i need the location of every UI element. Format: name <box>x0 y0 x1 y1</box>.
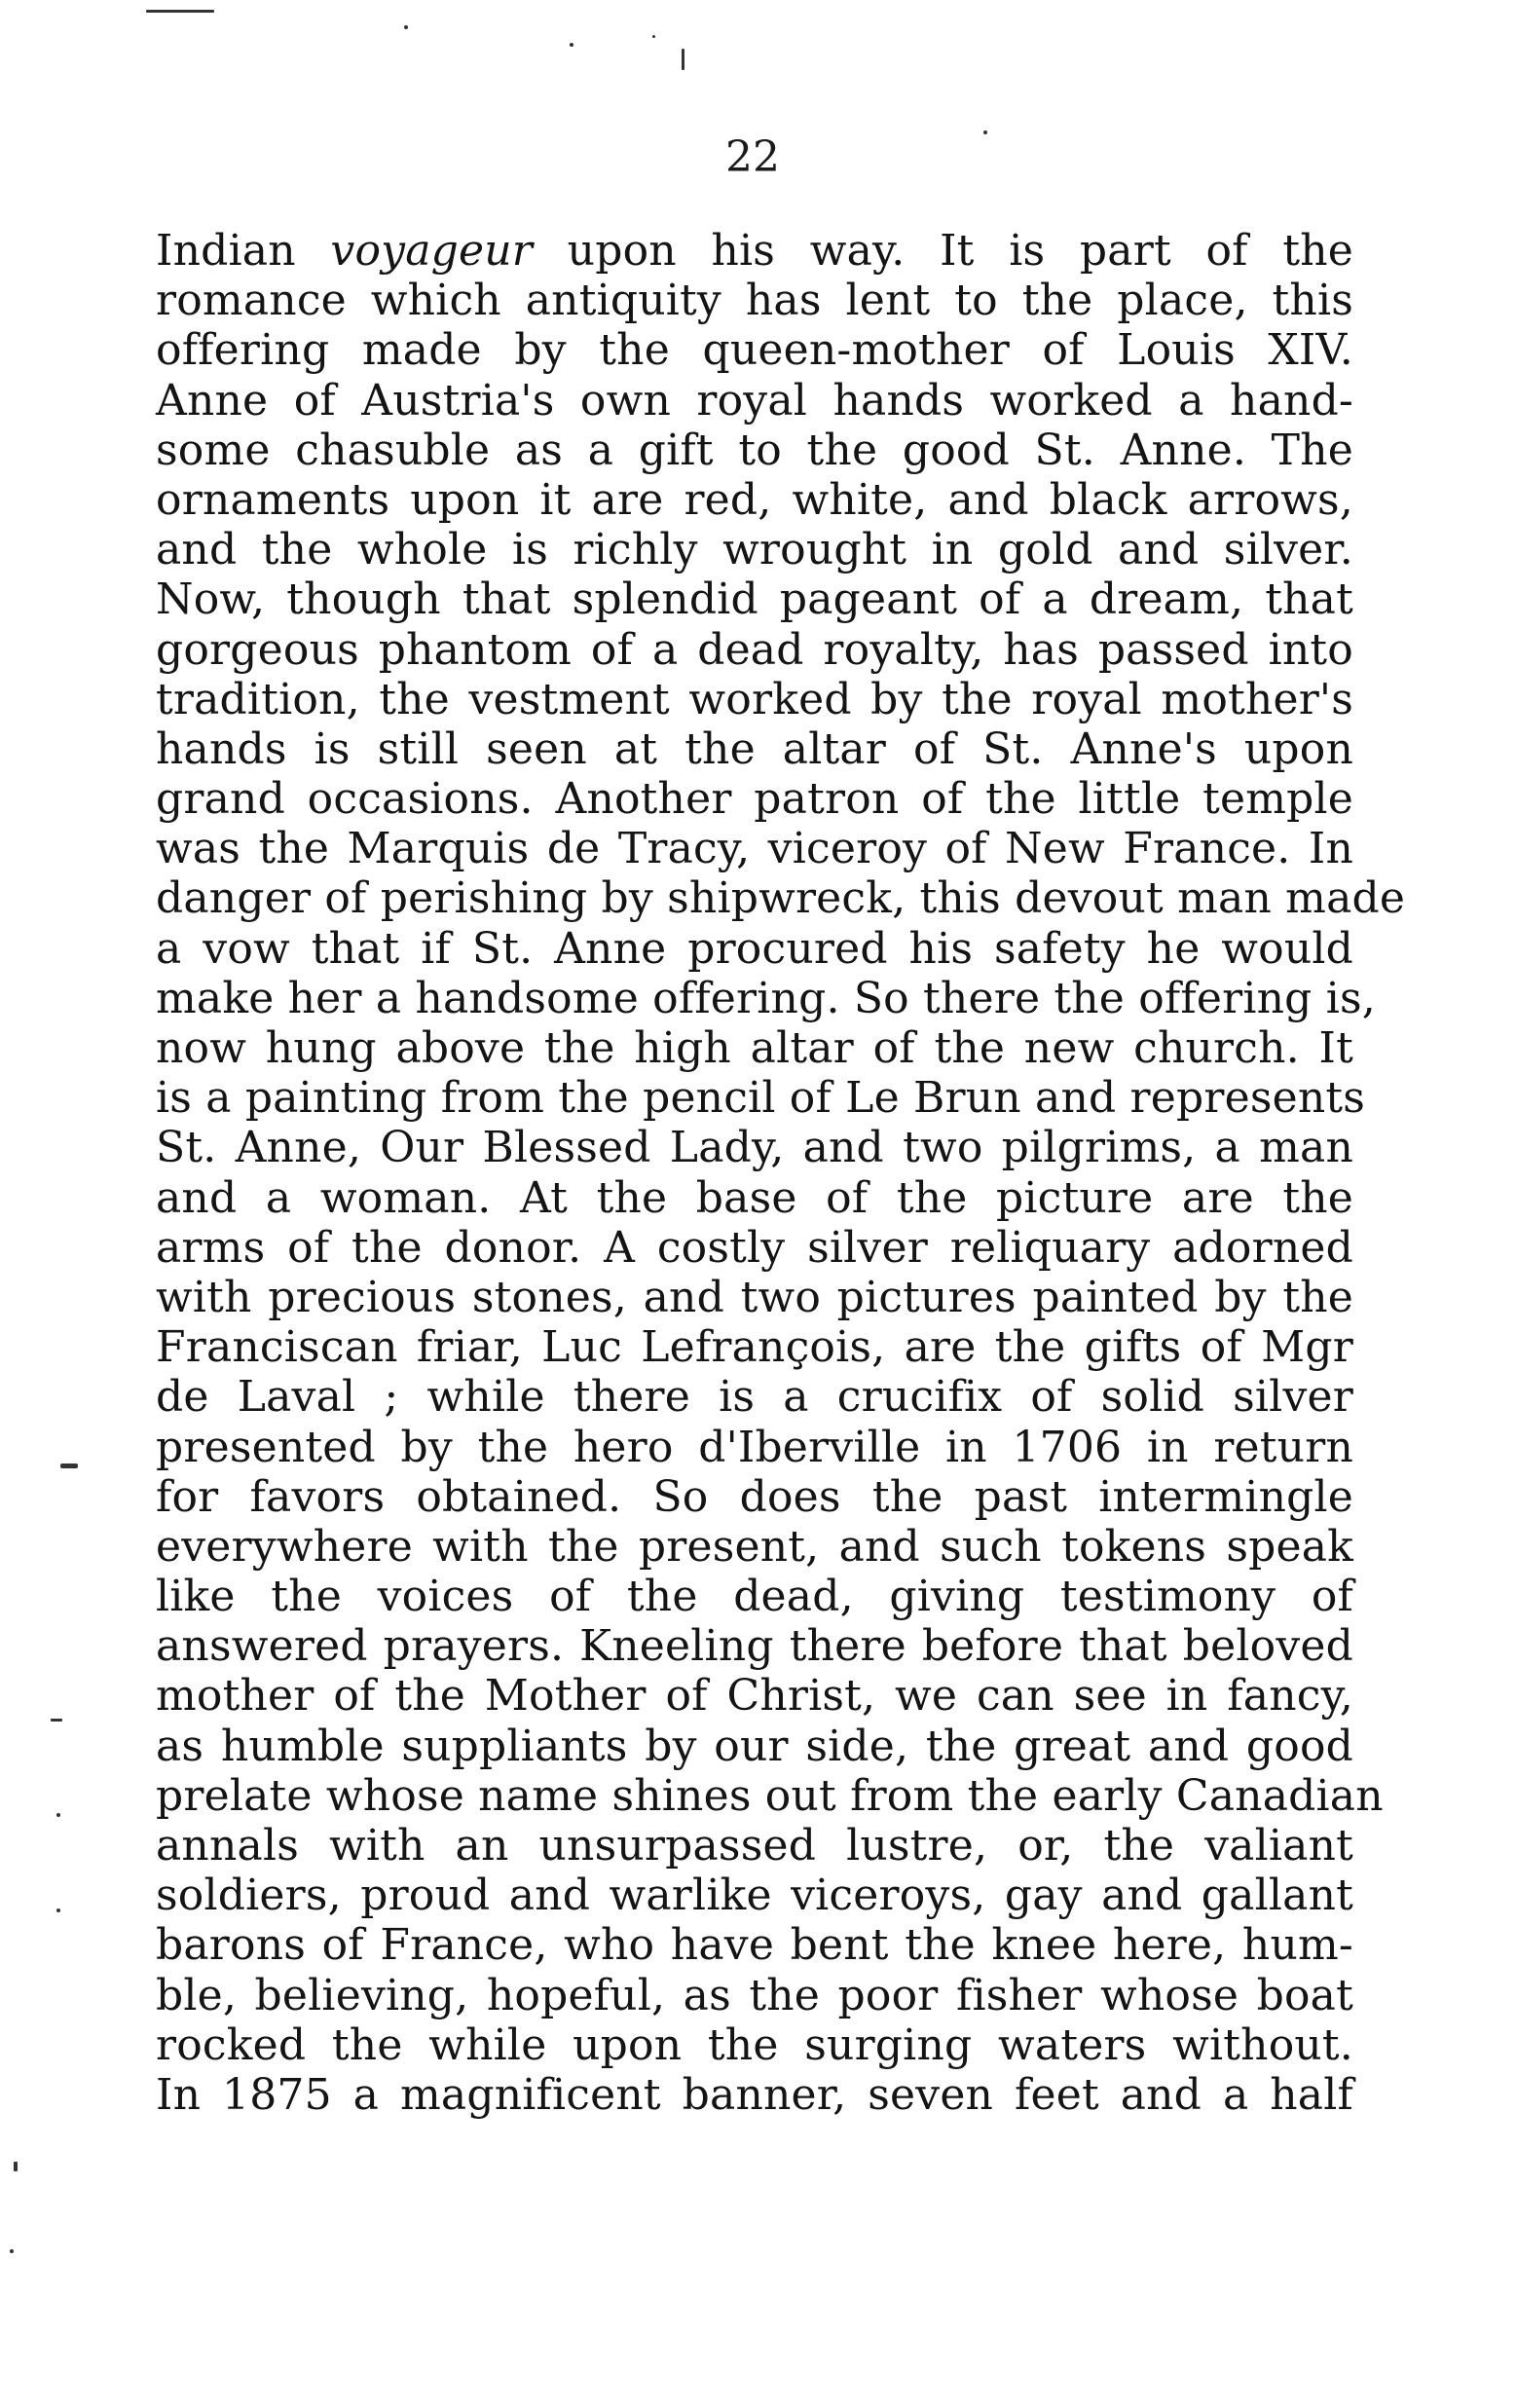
text-run: romance which antiquity has lent to the place, this <box>156 276 1353 326</box>
scan-speck <box>404 25 408 29</box>
text-run: and a woman. At the base of the picture are the <box>156 1172 1353 1223</box>
text-line <box>156 1821 1353 1871</box>
scan-speck <box>60 1463 78 1468</box>
text-run: hands is still seen at the altar of St. Anne's upon <box>156 723 1353 774</box>
text-run: barons of France, who have bent the knee here, hum- <box>156 1920 1353 1971</box>
scan-speck <box>570 43 573 47</box>
text-line <box>156 1671 1353 1721</box>
text-run: with precious stones, and two pictures painted by the <box>156 1272 1353 1322</box>
text-run: upon his way. It is part of the <box>533 226 1353 276</box>
text-line <box>156 1971 1353 2020</box>
text-line <box>156 1572 1353 1621</box>
text-run: In 1875 a magnificent banner, seven feet and a half <box>156 2069 1353 2120</box>
text-run: Indian <box>156 226 331 276</box>
text-line <box>156 1423 1353 1472</box>
scan-speck <box>146 10 214 13</box>
scan-speck <box>51 1719 62 1722</box>
text-run: like the voices of the dead, giving testimony of <box>156 1572 1353 1622</box>
text-line <box>156 2020 1353 2070</box>
text-run: everywhere with the present, and such tokens speak <box>156 1521 1353 1572</box>
text-run: St. Anne, Our Blessed Lady, and two pilgrims, a man <box>156 1123 1353 1173</box>
text-run: soldiers, proud and warlike viceroys, gay and gallant <box>156 1871 1353 1921</box>
text-line <box>156 1920 1353 1970</box>
text-line <box>156 1073 1366 1124</box>
text-line <box>156 724 1353 774</box>
text-line <box>156 1322 1353 1372</box>
text-line <box>156 1273 1353 1322</box>
scan-speck <box>56 1908 60 1912</box>
text-line <box>156 774 1353 824</box>
text-run: now hung above the high altar of the new church. It <box>156 1023 1353 1073</box>
text-run: tradition, the vestment worked by the royal mother's <box>156 674 1353 724</box>
scan-speck <box>10 2249 14 2253</box>
text-line <box>156 1770 1384 1821</box>
text-run: Franciscan friar, Luc Lefrançois, are the gifts of Mgr <box>156 1322 1353 1373</box>
scan-speck <box>652 35 655 38</box>
text-run: and the whole is richly wrought in gold and silver. <box>156 525 1353 575</box>
text-line <box>156 625 1353 675</box>
text-line <box>156 475 1353 525</box>
text-run: as humble suppliants by our side, the great and good <box>156 1721 1353 1771</box>
text-run: presented by the hero d'Iberville in 1706 in return <box>156 1422 1353 1472</box>
text-run: gorgeous phantom of a dead royalty, has passed into <box>156 624 1353 675</box>
text-run: Now, though that splendid pageant of a dream, that <box>156 574 1353 625</box>
page-number: 22 <box>725 132 780 182</box>
text-line <box>156 574 1353 624</box>
text-line <box>156 276 1353 325</box>
text-line <box>156 2070 1353 2120</box>
text-line <box>156 325 1353 375</box>
text-run: ble, believing, hopeful, as the poor fisher whose boat <box>156 1970 1353 2020</box>
italic-word: voyageur <box>330 226 534 276</box>
text-run: answered prayers. Kneeling there before that beloved <box>156 1621 1353 1672</box>
text-line <box>156 675 1353 724</box>
text-line <box>156 1372 1353 1422</box>
text-run: was the Marquis de Tracy, viceroy of New France. In <box>156 824 1353 874</box>
text-line <box>156 1621 1353 1671</box>
text-line <box>156 1522 1353 1572</box>
text-line <box>156 525 1353 574</box>
scan-speck <box>14 2162 18 2171</box>
text-line <box>156 924 1353 974</box>
scan-speck <box>56 1813 60 1817</box>
text-line <box>156 226 1353 276</box>
text-run: prelate whose name shines out from the early Canadian <box>156 1770 1384 1821</box>
text-run: ornaments upon it are red, white, and black arrows, <box>156 474 1353 525</box>
text-run: rocked the while upon the surging waters without. <box>156 2019 1353 2070</box>
text-run: for favors obtained. So does the past intermingle <box>156 1471 1353 1522</box>
text-run: is a painting from the pencil of Le Brun and represents <box>156 1073 1366 1124</box>
text-line <box>156 1173 1353 1223</box>
text-run: mother of the Mother of Christ, we can see in fancy, <box>156 1671 1353 1722</box>
scan-speck <box>983 130 987 134</box>
text-run: a vow that if St. Anne procured his safety he would <box>156 923 1353 974</box>
text-line <box>156 1223 1353 1273</box>
text-run: offering made by the queen-mother of Louis XIV. <box>156 325 1353 376</box>
text-line <box>156 1123 1353 1172</box>
text-line <box>156 1722 1353 1771</box>
text-line <box>156 426 1353 475</box>
text-line <box>156 824 1353 873</box>
text-line <box>156 873 1406 924</box>
text-line <box>156 1023 1353 1073</box>
text-run: annals with an unsurpassed lustre, or, the valiant <box>156 1821 1353 1871</box>
text-run: make her a handsome offering. So there the offering is, <box>156 973 1376 1023</box>
text-run: some chasuble as a gift to the good St. Anne. The <box>156 425 1353 475</box>
text-line <box>156 1472 1353 1522</box>
text-line <box>156 1871 1353 1920</box>
text-run: Anne of Austria's own royal hands worked a hand- <box>156 375 1353 426</box>
scan-speck <box>682 49 684 70</box>
text-line <box>156 973 1376 1023</box>
text-run: grand occasions. Another patron of the little temple <box>156 774 1353 825</box>
text-run: arms of the donor. A costly silver reliquary adorned <box>156 1222 1353 1273</box>
text-run: danger of perishing by shipwreck, this devout man made <box>156 873 1406 924</box>
text-line <box>156 376 1353 426</box>
body-text <box>156 226 1406 2120</box>
text-run: de Laval ; while there is a crucifix of solid silver <box>156 1372 1353 1423</box>
